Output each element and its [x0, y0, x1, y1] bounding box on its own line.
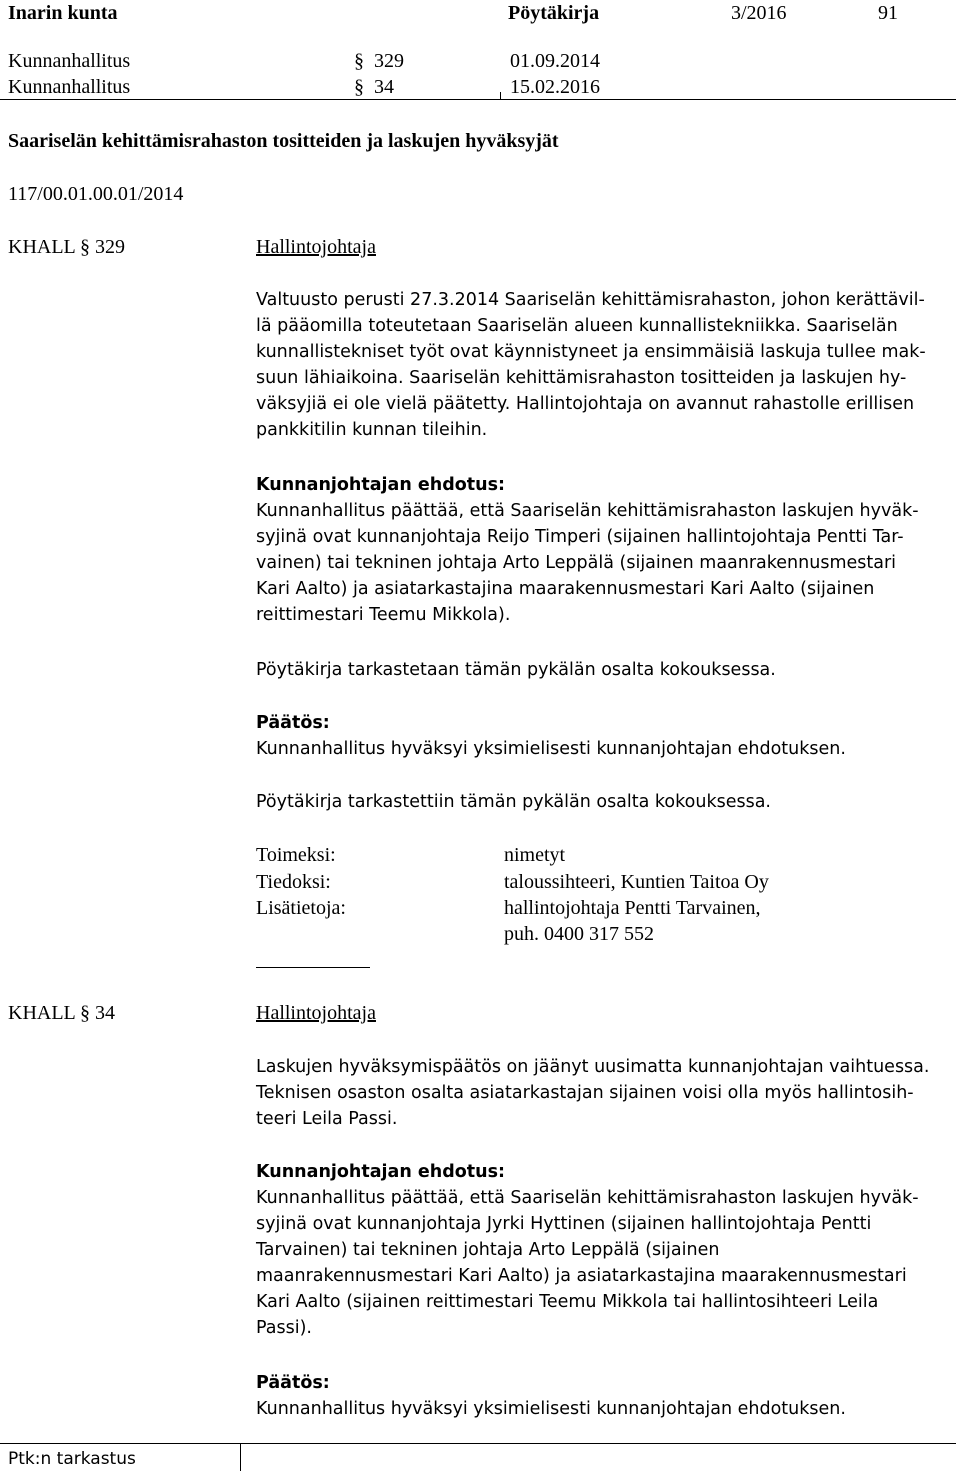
section-sign-icon: §	[354, 50, 364, 72]
section1-intro-line: pankkitilin kunnan tileihin.	[256, 420, 488, 440]
distribution-value: taloussihteeri, Kuntien Taitoa Oy	[504, 871, 769, 893]
section-sign-icon: §	[354, 76, 364, 98]
section2-intro-line: Laskujen hyväksymispäätös on jäänyt uusimatta kunnanjohtajan vaihtuessa.	[256, 1057, 930, 1077]
section2-proposal-line: Passi).	[256, 1318, 312, 1338]
file-number: 117/00.01.00.01/2014	[8, 183, 184, 205]
section2-proposal-line: maanrakennusmestari Kari Aalto) ja asiatarkastajina maarakennusmestari	[256, 1266, 907, 1286]
footer-divider-tick	[240, 1443, 241, 1471]
ref-body-1: Kunnanhallitus	[8, 50, 131, 72]
section2-proposal-line: Kari Aalto (sijainen reittimestari Teemu Mikkola tai hallintosihteeri Leila	[256, 1292, 879, 1312]
section2-proposal	[256, 1185, 956, 1341]
section1-proposal-line: Kari Aalto) ja asiatarkastajina maarakennusmestari Kari Aalto (sijainen	[256, 579, 875, 599]
section1-body: KHALL	[8, 236, 76, 258]
ref-section-2: 34	[374, 76, 394, 98]
section1-proposal	[256, 498, 956, 628]
section2-decision-heading: Päätös:	[256, 1373, 330, 1393]
section1-proposal-line: reittimestari Teemu Mikkola).	[256, 605, 511, 625]
section1-proposal-line: vainen) tai tekninen johtaja Arto Leppälä (sijainen maanrakennusmestari	[256, 553, 897, 573]
header-divider-tick	[500, 92, 501, 100]
distribution-value: hallintojohtaja Pentti Tarvainen,	[504, 897, 761, 919]
section2-label: KHALL § 34	[8, 1002, 116, 1024]
section1-intro-line: suun lähiaikoina. Saariselän kehittämisrahaston tositteiden ja laskujen hy-	[256, 368, 907, 388]
section1-proposal-heading: Kunnanjohtajan ehdotus:	[256, 475, 506, 495]
section1-proposal-line: syjinä ovat kunnanjohtaja Reijo Timperi (sijainen hallintojohtaja Pentti Tar-	[256, 527, 904, 547]
section2-preparer: Hallintojohtaja	[256, 1002, 376, 1024]
section1-proposal-line: Kunnanhallitus päättää, että Saariselän kehittämisrahaston laskujen hyväk-	[256, 501, 919, 521]
header-divider	[0, 99, 956, 100]
section1-intro-line: kunnallistekniset työt ovat käynnistyneet ja ensimmäisiä laskuja tullee mak-	[256, 342, 926, 362]
section1-decision-heading: Päätös:	[256, 713, 330, 733]
distribution-label: Tiedoksi:	[256, 871, 331, 893]
section1-intro-line: väksyjiä ei ole vielä päätetty. Hallintojohtaja on avannut rahastolle erillisen	[256, 394, 915, 414]
distribution-label: Lisätietoja:	[256, 897, 346, 919]
section2-decision-text: Kunnanhallitus hyväksyi yksimielisesti kunnanjohtajan ehdotuksen.	[256, 1399, 846, 1419]
page-number: 91	[878, 2, 898, 24]
ref-date-2: 15.02.2016	[510, 76, 600, 98]
section1-decision-text: Kunnanhallitus hyväksyi yksimielisesti kunnanjohtajan ehdotuksen.	[256, 739, 846, 759]
section2-proposal-line: Tarvainen) tai tekninen johtaja Arto Leppälä (sijainen	[256, 1240, 720, 1260]
footer-divider	[0, 1443, 956, 1444]
document-number: 3/2016	[731, 2, 787, 24]
document-type: Pöytäkirja	[508, 2, 600, 24]
municipality-name: Inarin kunta	[8, 2, 118, 24]
document-title: Saariselän kehittämisrahaston tositteiden ja laskujen hyväksyjät	[8, 130, 559, 152]
section1-check-text: Pöytäkirja tarkastetaan tämän pykälän osalta kokouksessa.	[256, 660, 776, 680]
section2-body: KHALL	[8, 1002, 76, 1024]
section2-number: 34	[95, 1002, 116, 1024]
section1-intro-line: Valtuusto perusti 27.3.2014 Saariselän kehittämisrahaston, johon kerättävil-	[256, 290, 925, 310]
section1-checked-text: Pöytäkirja tarkastettiin tämän pykälän osalta kokouksessa.	[256, 792, 771, 812]
section1-label: KHALL § 329	[8, 236, 126, 258]
ref-body-2: Kunnanhallitus	[8, 76, 131, 98]
section2-intro	[256, 1054, 956, 1132]
section-separator	[256, 967, 370, 968]
section2-proposal-line: Kunnanhallitus päättää, että Saariselän kehittämisrahaston laskujen hyväk-	[256, 1188, 919, 1208]
distribution-value: nimetyt	[504, 844, 566, 866]
section1-intro	[256, 287, 956, 443]
section2-proposal-heading: Kunnanjohtajan ehdotus:	[256, 1162, 506, 1182]
ref-date-1: 01.09.2014	[510, 50, 600, 72]
distribution-value: puh. 0400 317 552	[504, 923, 654, 945]
section2-intro-line: teeri Leila Passi.	[256, 1109, 398, 1129]
ref-section-1: 329	[374, 50, 404, 72]
footer-review-label: Ptk:n tarkastus	[8, 1449, 136, 1469]
section1-number: 329	[95, 236, 126, 258]
section2-proposal-line: syjinä ovat kunnanjohtaja Jyrki Hyttinen (sijainen hallintojohtaja Pentti	[256, 1214, 872, 1234]
section2-intro-line: Teknisen osaston osalta asiatarkastajan sijainen voisi olla myös hallintosih-	[256, 1083, 914, 1103]
distribution-label: Toimeksi:	[256, 844, 336, 866]
section1-intro-line: lä pääomilla toteutetaan Saariselän alueen kunnallistekniikka. Saariselän	[256, 316, 898, 336]
section1-preparer: Hallintojohtaja	[256, 236, 376, 258]
